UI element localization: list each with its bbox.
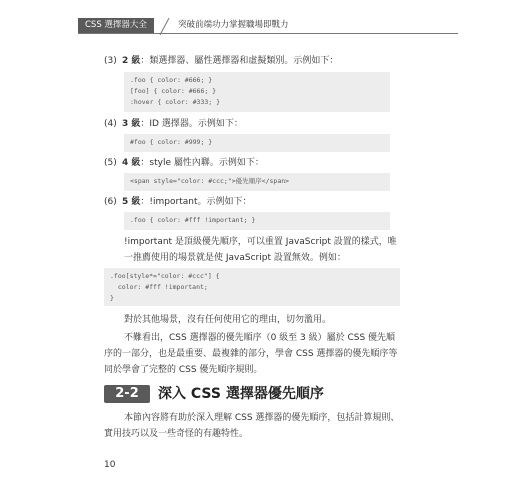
item-text: ：!important。示例如下： — [140, 197, 252, 207]
item-number: (5) — [104, 158, 117, 168]
item-level: 4 級 — [122, 158, 141, 168]
code-line: .foo[style*="color: #ccc"] { — [110, 272, 220, 280]
item-text: ：ID 選擇器。示例如下： — [140, 119, 243, 129]
code-block-3 — [124, 72, 390, 112]
item-level: 5 級 — [122, 197, 141, 207]
header-rule — [78, 33, 458, 34]
list-item-5 — [104, 157, 264, 169]
code-line: <span style="color: #ccc;">優先順序</span> — [130, 177, 290, 185]
book-title-tab: CSS 選擇器大全 — [78, 18, 154, 33]
list-item-3 — [104, 55, 338, 67]
item-level: 2 級 — [122, 56, 141, 66]
code-line: .foo { color: #666; } — [130, 76, 213, 84]
header-subtitle: 突破前端功力掌握職場即戰力 — [178, 20, 289, 30]
code-block-6 — [124, 212, 390, 230]
paragraph-summary: 不難看出，CSS 選擇器的優先順序（0 級至 3 級）屬於 CSS 優先順序的一部分，也是最重要、最複雜的部分，學會 CSS 選擇器的優先順序等同於學會了完整的 CSS 優先順序規則。 — [104, 333, 398, 375]
code-line: } — [110, 294, 114, 302]
code-line: .foo { color: #fff !important; } — [130, 216, 256, 224]
list-item-4 — [104, 118, 243, 130]
item-number: (3) — [104, 56, 117, 66]
code-line: :hover { color: #333; } — [130, 98, 221, 106]
list-item-6 — [104, 196, 251, 208]
code-line: color: #fff !important; — [110, 283, 208, 291]
code-line: #foo { color: #999; } — [130, 138, 213, 146]
item-text: ：類選擇器、屬性選擇器和虛擬類別。示例如下： — [140, 56, 339, 66]
code-block-4 — [124, 134, 390, 152]
paragraph-section-intro: 本節內容將有助於深入理解 CSS 選擇器的優先順序，包括計算規則、實用技巧以及一些奇怪的有趣特性。 — [104, 413, 400, 439]
running-header — [78, 18, 458, 34]
item-number: (4) — [104, 119, 117, 129]
item-text: ：style 屬性內聯。示例如下： — [140, 158, 264, 168]
code-block-7 — [104, 268, 400, 306]
paragraph-other-scenes: 對於其他場景，沒有任何使用它的理由，切勿濫用。 — [124, 315, 332, 325]
page-number: 10 — [104, 460, 116, 470]
section-title: 深入 CSS 選擇器優先順序 — [158, 386, 324, 402]
item-level: 3 級 — [122, 119, 141, 129]
paragraph-important: !important 是頂級優先順序，可以重置 JavaScript 設置的樣式，唯一推薦使用的場景就是使 JavaScript 設置無效。例如： — [124, 237, 397, 263]
code-line: [foo] { color: #666; } — [130, 87, 217, 95]
item-number: (6) — [104, 197, 117, 207]
code-block-5 — [124, 173, 390, 191]
section-number-badge: 2-2 — [104, 385, 150, 403]
